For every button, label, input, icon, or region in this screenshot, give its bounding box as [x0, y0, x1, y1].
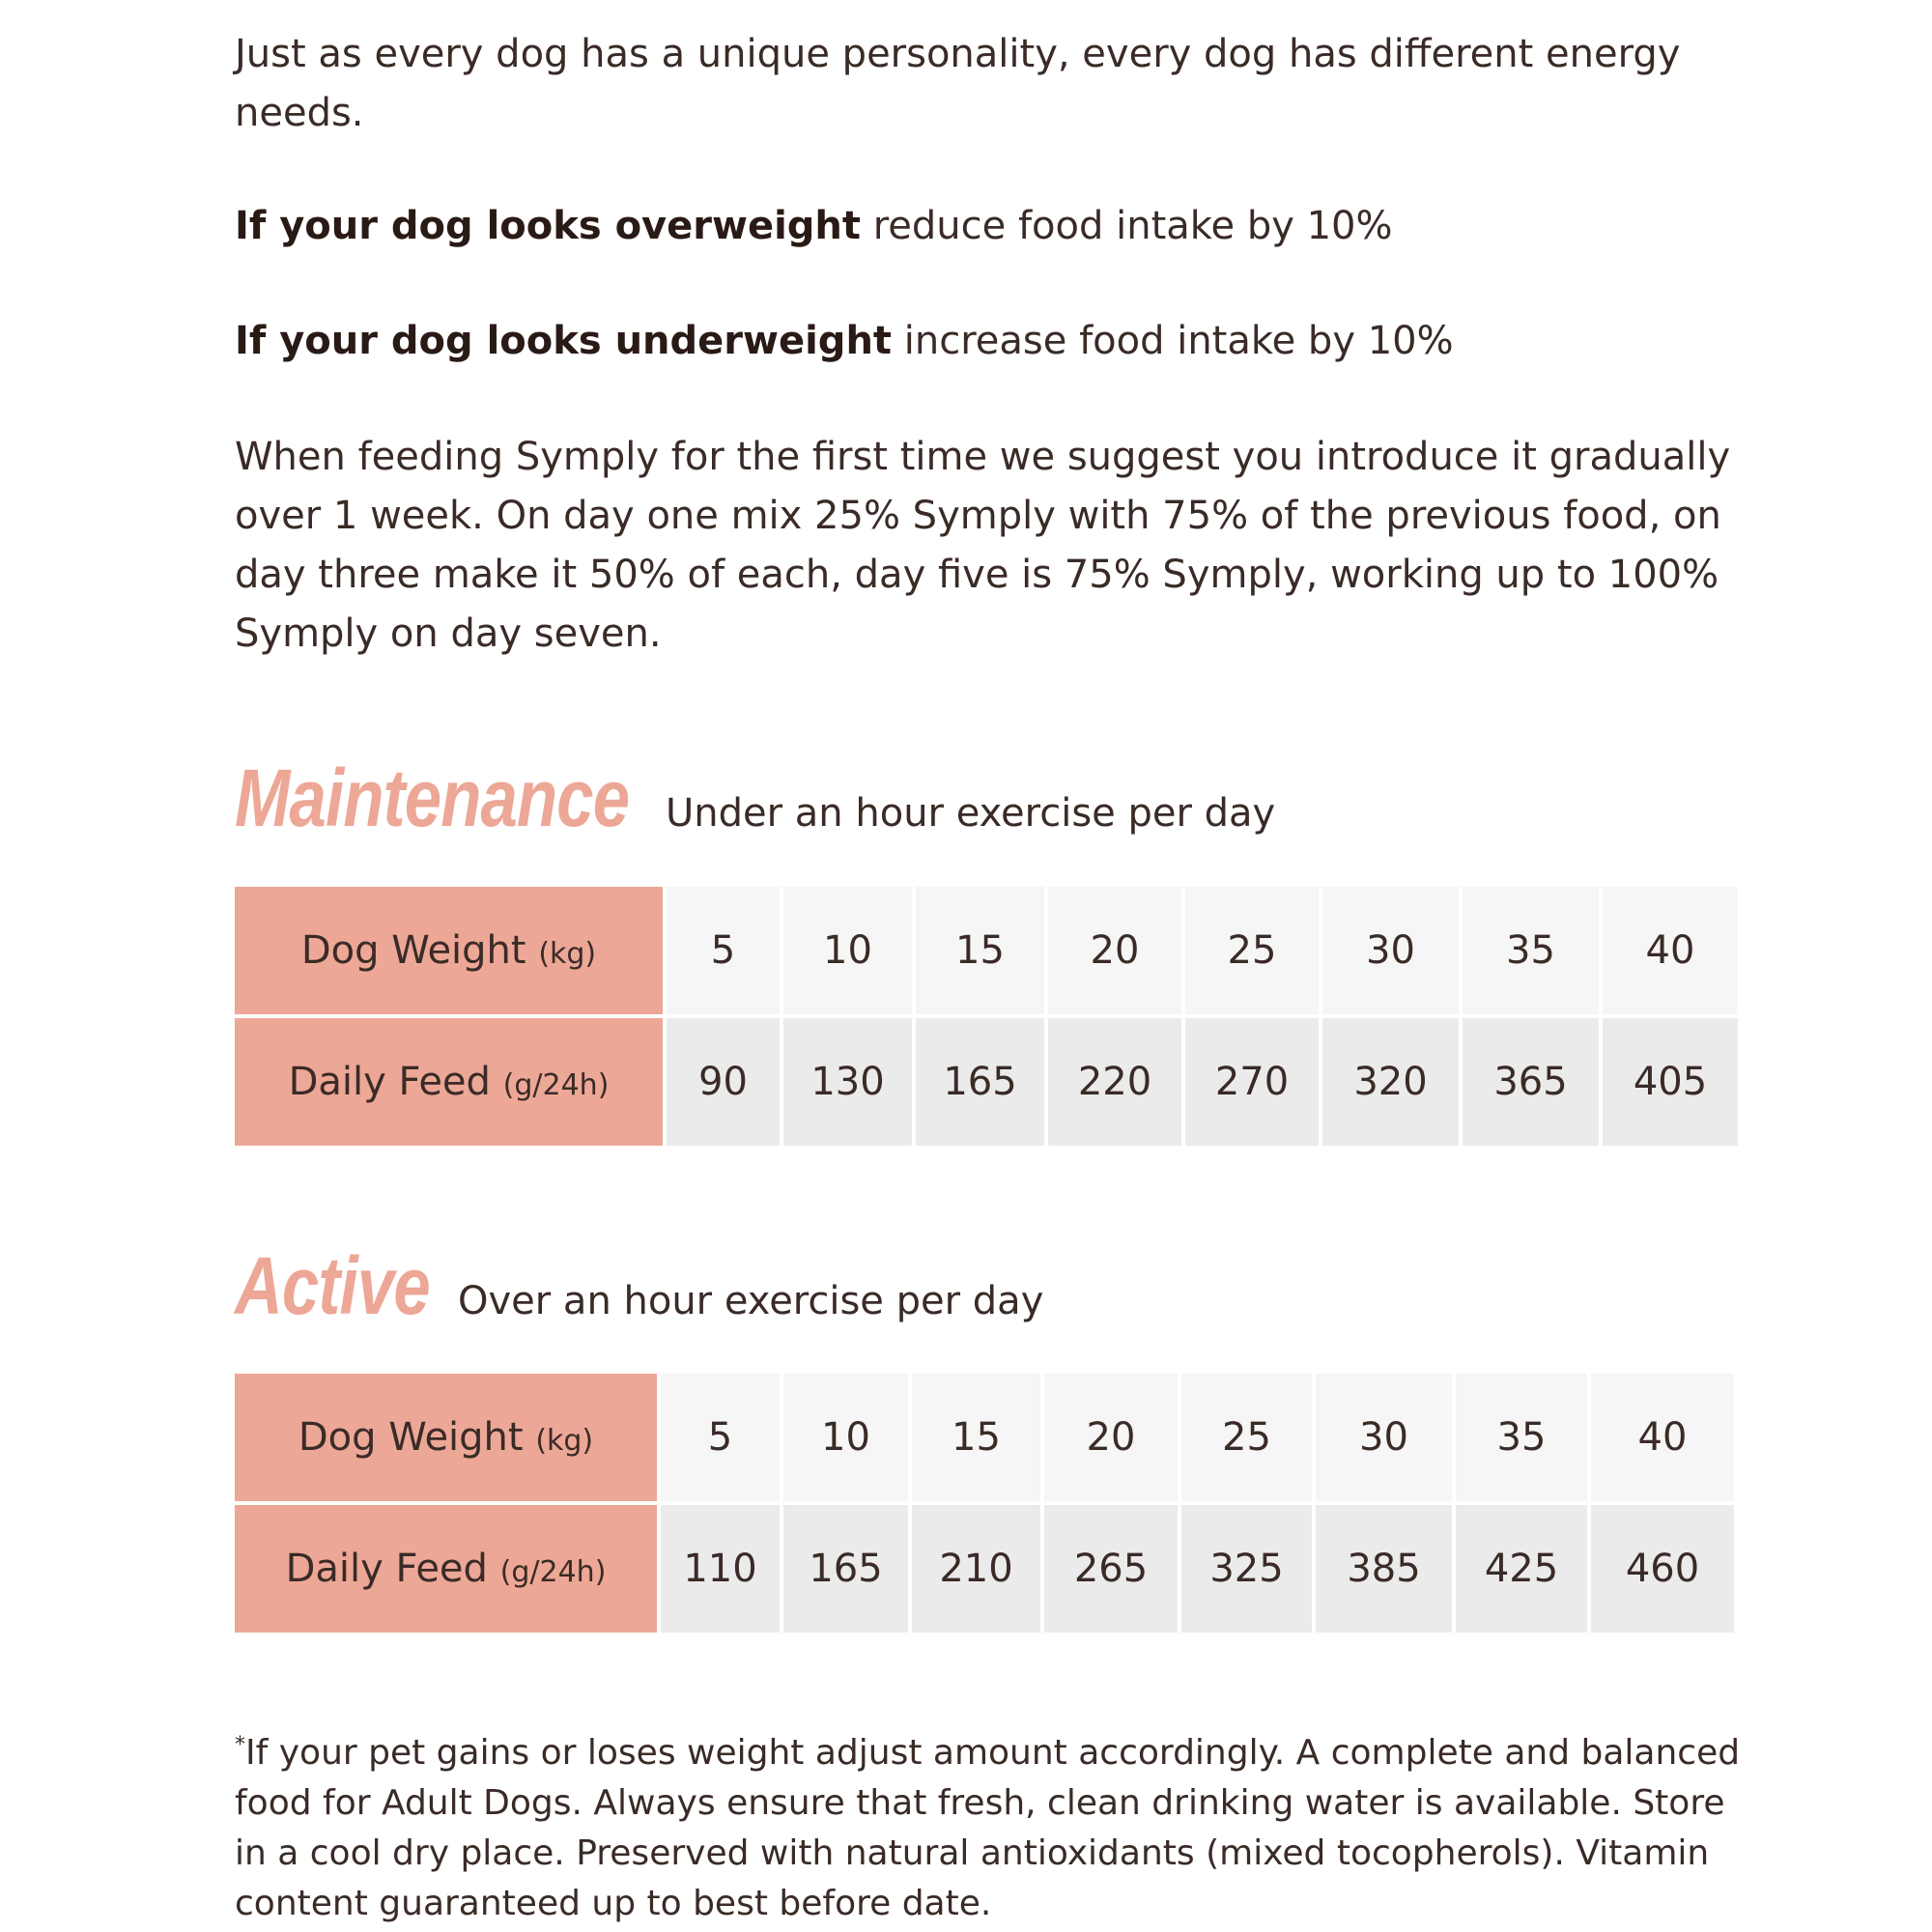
- maintenance-weight-cell: 35: [1463, 887, 1599, 1014]
- maintenance-subtitle: Under an hour exercise per day: [666, 791, 1276, 836]
- active-weight-cell: 25: [1181, 1374, 1312, 1501]
- maintenance-weight-cell: 10: [783, 887, 912, 1014]
- feed-unit: (g/24h): [502, 1068, 610, 1102]
- maintenance-feed-cell: 365: [1463, 1018, 1599, 1146]
- maintenance-feed-cell: 320: [1322, 1018, 1459, 1146]
- overweight-rule: [235, 197, 1393, 256]
- maintenance-weight-label: [235, 887, 663, 1014]
- underweight-rule: [235, 312, 1454, 371]
- active-feed-row: [235, 1505, 1734, 1633]
- active-feed-cell: 110: [661, 1505, 780, 1633]
- active-feed-cell: 425: [1456, 1505, 1587, 1633]
- active-weight-cell: 40: [1591, 1374, 1734, 1501]
- intro-text: Just as every dog has a unique personality, every dog has different energy needs.: [235, 32, 1681, 135]
- overweight-rule-text: reduce food intake by 10%: [861, 204, 1393, 248]
- weight-label-text: Dog Weight: [300, 928, 526, 973]
- active-weight-label: [235, 1374, 657, 1501]
- maintenance-feed-label: [235, 1018, 663, 1146]
- active-feed-cell: 385: [1316, 1505, 1452, 1633]
- underweight-rule-lead: If your dog looks underweight: [235, 319, 893, 363]
- active-weight-row: [235, 1374, 1734, 1501]
- active-feed-cell: 210: [912, 1505, 1040, 1633]
- underweight-rule-text: increase food intake by 10%: [892, 319, 1454, 363]
- footnote: [235, 1720, 1742, 1929]
- active-weight-cell: 15: [912, 1374, 1040, 1501]
- maintenance-weight-cell: 40: [1603, 887, 1738, 1014]
- maintenance-weight-cell: 25: [1185, 887, 1319, 1014]
- footnote-text: If your pet gains or loses weight adjust amount accordingly. A complete and balanced food for Adult Dogs. Always ensure that fresh, clean drinking water is available. Store in a cool dry place. Preserved with natural antioxidants (mixed tocopherols). Vitamin content guaranteed up to best before date.: [235, 1733, 1741, 1923]
- active-table: [231, 1370, 1738, 1636]
- active-weight-cell: 30: [1316, 1374, 1452, 1501]
- active-feed-cell: 460: [1591, 1505, 1734, 1633]
- feed-label-text: Daily Feed: [288, 1060, 491, 1104]
- maintenance-feed-cell: 405: [1603, 1018, 1738, 1146]
- maintenance-feed-row: [235, 1018, 1738, 1146]
- maintenance-feed-cell: 220: [1048, 1018, 1181, 1146]
- footnote-marker: *: [235, 1733, 245, 1757]
- weight-label-text: Dog Weight: [298, 1415, 524, 1460]
- overweight-rule-lead: If your dog looks overweight: [235, 204, 862, 248]
- active-subtitle: Over an hour exercise per day: [458, 1279, 1044, 1323]
- active-title: Active: [235, 1240, 430, 1331]
- maintenance-table: [231, 883, 1742, 1150]
- maintenance-weight-cell: 20: [1048, 887, 1181, 1014]
- maintenance-title: Maintenance: [235, 753, 630, 843]
- weight-unit: (kg): [535, 1424, 594, 1458]
- maintenance-weight-cell: 5: [667, 887, 780, 1014]
- active-weight-cell: 5: [661, 1374, 780, 1501]
- active-weight-cell: 35: [1456, 1374, 1587, 1501]
- feed-unit: (g/24h): [499, 1555, 607, 1589]
- active-feed-cell: 265: [1044, 1505, 1178, 1633]
- maintenance-weight-cell: 15: [916, 887, 1044, 1014]
- maintenance-feed-cell: 270: [1185, 1018, 1319, 1146]
- maintenance-feed-cell: 165: [916, 1018, 1044, 1146]
- maintenance-feed-cell: 90: [667, 1018, 780, 1146]
- weight-unit: (kg): [538, 937, 597, 971]
- active-heading: [235, 1239, 1043, 1333]
- active-weight-cell: 10: [783, 1374, 908, 1501]
- maintenance-feed-cell: 130: [783, 1018, 912, 1146]
- active-feed-cell: 325: [1181, 1505, 1312, 1633]
- active-feed-label: [235, 1505, 657, 1633]
- maintenance-heading: [235, 752, 1275, 845]
- transition-text: When feeding Symply for the first time we suggest you introduce it gradually over 1 week. On day one mix 25% Symply with 75% of the previous food, on day three make it 50% of each, day five is 75% Symply, working up to 100% Symply on day seven.: [235, 435, 1731, 656]
- active-weight-cell: 20: [1044, 1374, 1178, 1501]
- active-feed-cell: 165: [783, 1505, 908, 1633]
- maintenance-weight-cell: 30: [1322, 887, 1459, 1014]
- feed-label-text: Daily Feed: [285, 1547, 488, 1591]
- maintenance-weight-row: [235, 887, 1738, 1014]
